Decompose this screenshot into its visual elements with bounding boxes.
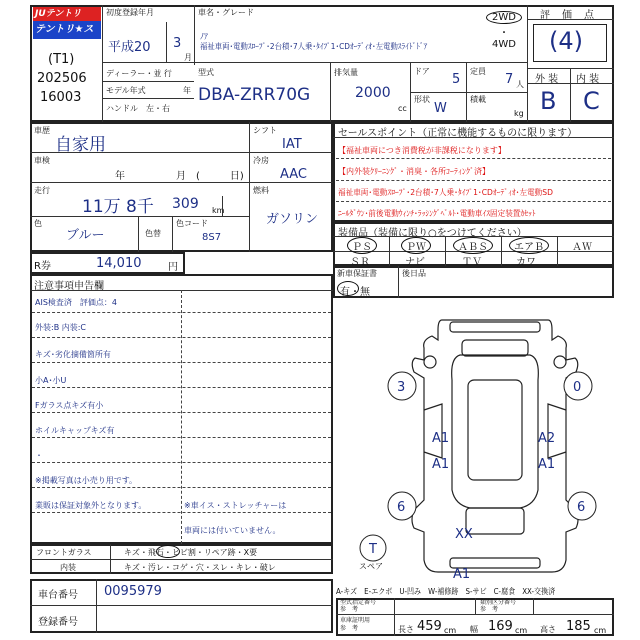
vehicle-grade: 福祉車両･電動ｽﾛｰﾌﾟ･2台積･7人乗･ﾀｲﾌﾟ1･CDｵｰﾃﾞｨｵ･左電動ｽﾗｲﾄﾞﾄﾞｱ: [200, 42, 428, 51]
shaken-year: 年: [115, 171, 125, 182]
door-count: 5: [452, 72, 461, 87]
rear-window: [466, 508, 524, 534]
equip-airbag: エアＢ: [509, 237, 549, 254]
fuel-label: 燃料: [253, 186, 269, 195]
damage-mark: 0: [573, 380, 582, 395]
handle-label: ハンドル 左・右: [106, 104, 170, 113]
note-line: 車両には付いていません。: [184, 526, 281, 535]
model-year-unit: 年: [183, 86, 191, 95]
shaken-label: 車検: [34, 156, 50, 165]
recycle-label: R券: [34, 261, 51, 272]
sales-point-line: 福祉車両･電動ｽﾛｰﾌﾟ･2台積･7人乗･ﾀｲﾌﾟ1･CDｵｰﾃﾞｨｵ･左電動SD: [338, 188, 553, 197]
mileage: 11万 8千: [82, 197, 154, 217]
garage-cert-label: 車庫証明用 参 考: [340, 617, 371, 632]
chip-circle: [156, 545, 180, 558]
damage-mark: A2: [538, 431, 556, 446]
logo-top: JUテントリ: [33, 7, 101, 21]
front-left-mirror: [424, 356, 436, 368]
load-label: 積載: [470, 95, 486, 104]
vehicle-name-label: 車名・グレード: [198, 8, 254, 17]
note-line: 業販は保証対象外となります。: [35, 501, 147, 510]
warranty-label: 新車保証書: [337, 269, 377, 278]
body-color: ブルー: [66, 228, 105, 243]
capacity: 7: [505, 72, 514, 87]
vehicle-name: ﾉｱ: [200, 32, 208, 41]
front-right-mirror: [554, 356, 566, 368]
equip-pw: ＰＷ: [401, 237, 431, 254]
drive-type-group: [486, 11, 522, 50]
air-conditioner: AAC: [280, 167, 307, 182]
displacement: 2000: [355, 85, 391, 101]
equip-aw: ＡＷ: [572, 242, 592, 253]
first-registration-label: 初度登録年月: [106, 8, 154, 17]
note-line: Fガラス点キズ有小: [35, 401, 104, 410]
interior-grade: C: [583, 87, 600, 115]
color-code: 8S7: [202, 232, 222, 243]
registration-label: 登録番号: [38, 617, 78, 628]
fuel: ガソリン: [266, 212, 319, 227]
front-glass-label: フロントガラス: [36, 548, 92, 557]
color-change-label: 色替: [145, 229, 161, 238]
length-unit: cm: [444, 626, 457, 635]
equip-leather: カワ: [516, 257, 536, 268]
displacement-label: 排気量: [334, 68, 358, 77]
damage-mark: 6: [397, 500, 406, 515]
windshield: [462, 340, 528, 356]
drive-4wd: 4WD: [492, 39, 516, 50]
equip-abs: ＡＢＳ: [453, 237, 493, 254]
spare-label: スペア: [359, 562, 383, 571]
mileage-label: 走行: [34, 186, 50, 195]
note-line: キズ･劣化摘備箇所有: [35, 350, 111, 359]
height-label: 高さ: [540, 625, 556, 634]
chassis-label: 車台番号: [38, 590, 78, 601]
sales-point-line: ﾆｰﾙﾀﾞｳﾝ･前後電動ｳｨﾝﾁ･ﾗｯｼﾝｸﾞﾍﾞﾙﾄ･電動車ｲｽ固定装置ｶｾｯﾄ: [338, 209, 536, 218]
interior-cond-label: 内装: [60, 563, 76, 572]
door-label: ドア: [414, 67, 430, 76]
sales-point-line: 【福祉車両につき消費税が非課税になります】: [338, 146, 506, 155]
equip-sr: ＳＲ: [350, 257, 370, 268]
shaken-day: ( 日): [196, 171, 244, 182]
recycle-unit: 円: [168, 262, 178, 273]
exterior-grade: B: [540, 87, 557, 115]
capacity-unit: 人: [516, 80, 524, 89]
length-label: 長さ: [398, 625, 414, 634]
model-year-label: モデル年式: [106, 86, 146, 95]
sales-point-line: 【内外装ｸﾘｰﾆﾝｸﾞ・消臭・各所ｺｰﾃｨﾝｸﾞ済】: [338, 167, 490, 176]
note-line: AIS検査済 評価点：4: [35, 298, 117, 307]
note-line: ホイルキャップキズ有: [35, 426, 115, 435]
usage-label: 車歴: [34, 126, 50, 135]
height: 185: [566, 619, 591, 634]
roof-outline: [452, 355, 539, 508]
equip-tv: ＴＶ: [462, 257, 482, 268]
front-glass-options: キズ・飛石・ヒビ割・リペア跡・X要: [124, 548, 258, 557]
mileage-unit: km: [212, 206, 225, 215]
width: 169: [488, 619, 513, 634]
capacity-label: 定員: [470, 67, 486, 76]
damage-mark: A1: [432, 431, 450, 446]
drive-2wd: 2WD: [486, 11, 522, 24]
length: 459: [417, 619, 442, 634]
shift-label: シフト: [253, 126, 277, 135]
damage-mark: T: [369, 542, 377, 557]
mileage-sub: 309: [172, 196, 199, 212]
note-line: 小A･小U: [35, 376, 67, 385]
exterior-label: 外 装: [535, 74, 559, 85]
color-label: 色: [34, 219, 42, 228]
equipment-title: 装備品（装備に限り○をつけてください）: [338, 228, 527, 239]
registration-month: 3: [173, 36, 182, 51]
damage-mark: A1: [453, 567, 471, 582]
logo: [33, 7, 101, 53]
shape-label: 形状: [414, 95, 430, 104]
shaken-month: 月: [176, 171, 186, 182]
interior-cond-options: キズ・汚レ・コゲ・穴・スレ・キレ・破レ: [124, 563, 276, 572]
note-line: ※掲載写真は小売り用です。: [35, 476, 138, 485]
tier-label: (T1): [48, 52, 75, 67]
recycle-fee: 14,010: [96, 256, 142, 271]
equip-navi: ナビ: [405, 257, 425, 268]
logo-bottom: テントリ★スター: [33, 21, 101, 39]
score-label: 評 価 点: [540, 10, 595, 21]
registration-year: 平成20: [108, 40, 151, 55]
note-line: ・: [35, 451, 43, 460]
later-items-label: 後日品: [402, 269, 426, 278]
body-shape: W: [434, 101, 447, 116]
width-unit: cm: [515, 626, 528, 635]
model-type: DBA-ZRR70G: [198, 85, 311, 105]
load-unit: kg: [514, 109, 524, 118]
overall-score: (4): [549, 27, 583, 55]
category-label: 類別区分番号 参 考: [480, 599, 517, 613]
note-line: ※車イス・ストレッチャーは: [184, 501, 287, 510]
damage-mark: XX: [455, 527, 473, 542]
dealer-label: ディーラー・並 行: [106, 69, 172, 78]
notes-title: 注意事項申告欄: [34, 281, 104, 292]
damage-mark: 6: [577, 500, 586, 515]
month-unit: 月: [184, 53, 192, 62]
equip-ps: ＰＳ: [347, 237, 377, 254]
width-label: 幅: [470, 625, 478, 634]
damage-mark: A1: [538, 457, 556, 472]
sales-points-title: セールスポイント（正常に機能するものに限ります）: [338, 128, 578, 139]
interior-label: 内 装: [576, 74, 600, 85]
code-1: 202506: [37, 71, 87, 86]
note-line: 外装:B 内装:C: [35, 323, 87, 332]
warranty-value: 有・無: [340, 287, 370, 298]
code-2: 16003: [40, 90, 82, 105]
damage-mark: 3: [397, 380, 406, 395]
drive-separator: ・: [499, 28, 509, 39]
type-designation-label: 型式指定番号 参 考: [340, 599, 377, 613]
warranty-circle: [337, 281, 359, 296]
damage-legend: A-キズ E-エクボ U-凹み W-補修跡 S-サビ C-腐食 XX-交換済: [336, 587, 556, 596]
displacement-unit: cc: [398, 104, 407, 113]
damage-mark: A1: [432, 457, 450, 472]
front-bumper: [450, 322, 540, 332]
model-type-label: 型式: [198, 68, 214, 77]
ac-label: 冷房: [253, 156, 269, 165]
usage: 自家用: [55, 135, 106, 155]
roof-panel: [468, 380, 522, 480]
shift: IAT: [282, 137, 302, 152]
chassis-number: 0095979: [104, 584, 162, 599]
color-code-label: 色コード: [176, 219, 208, 228]
height-unit: cm: [594, 626, 607, 635]
